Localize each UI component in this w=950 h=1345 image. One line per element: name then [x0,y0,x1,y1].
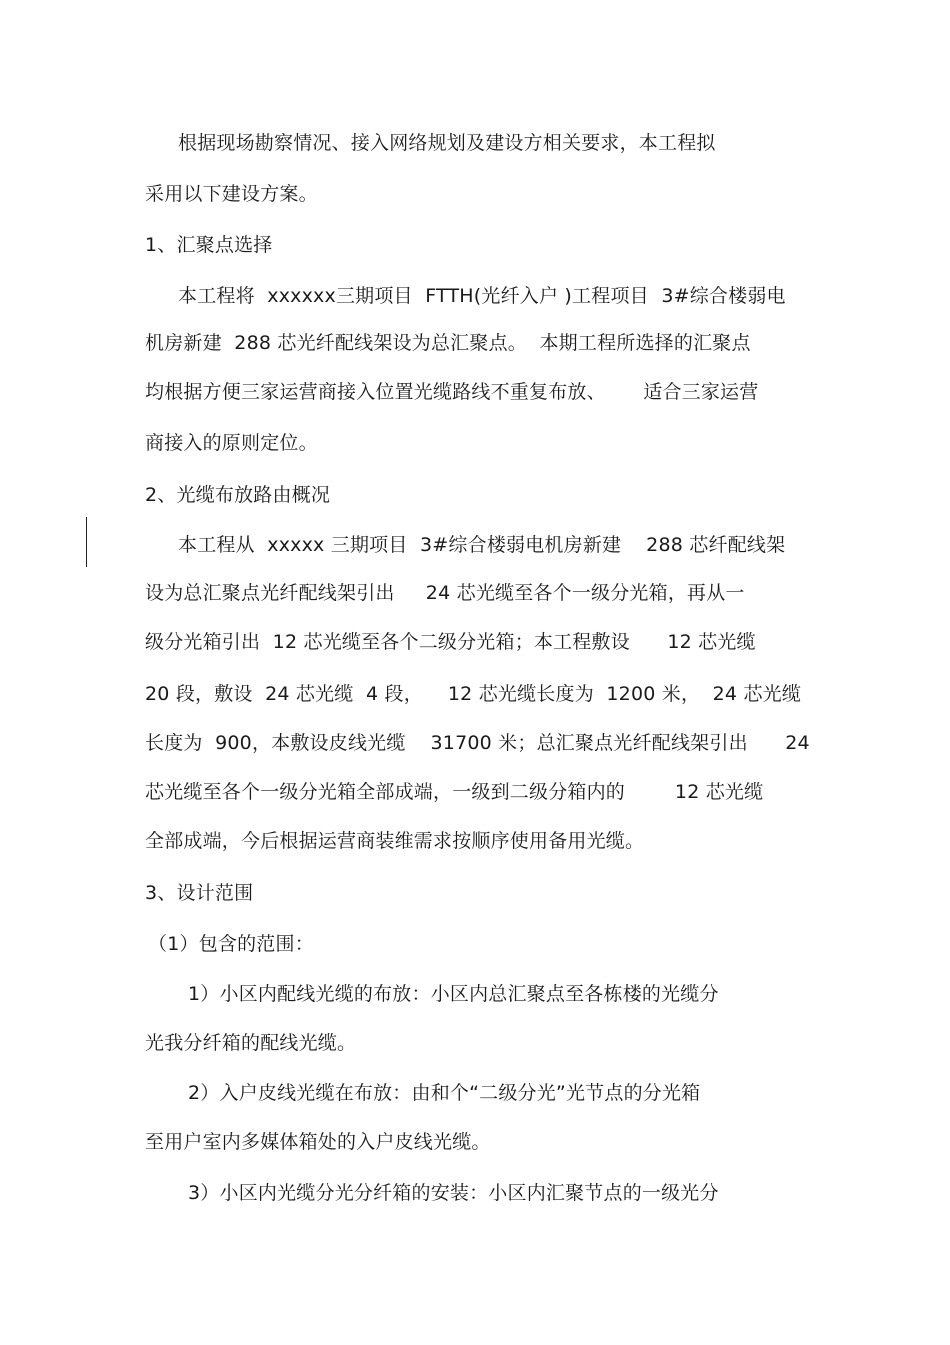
section-heading: 3、设计范围 [145,882,254,904]
paragraph-line: 光我分纤箱的配线光缆。 [145,1032,357,1054]
paragraph-line: 均根据方便三家运营商接入位置光缆路线不重复布放、 适合三家运营 [145,381,759,403]
section-heading: 1、汇聚点选择 [145,234,273,256]
paragraph-line: 本工程将 xxxxxx三期项目 FTTH(光纤入户 )工程项目 3#综合楼弱电 [178,285,786,307]
paragraph-line: 1）小区内配线光缆的布放：小区内总汇聚点至各栋楼的光缆分 [188,983,719,1005]
paragraph-line: 芯光缆至各个一级分光箱全部成端，一级到二级分箱内的 12 芯光缆 [145,781,764,803]
paragraph-line: 全部成端，今后根据运营商装维需求按顺序使用备用光缆。 [145,830,645,852]
paragraph-line: 3）小区内光缆分光分纤箱的安装：小区内汇聚节点的一级光分 [188,1182,719,1204]
paragraph-line: 至用户室内多媒体箱处的入户皮线光缆。 [145,1131,491,1153]
paragraph-line: 长度为 900，本敷设皮线光缆 31700 米；总汇聚点光纤配线架引出 24 [145,732,810,754]
margin-change-bar [86,517,87,567]
paragraph-line: 级分光箱引出 12 芯光缆至各个二级分光箱；本工程敷设 12 芯光缆 [145,631,756,653]
paragraph-line: 商接入的原则定位。 [145,432,318,454]
section-heading: 2、光缆布放路由概况 [145,484,331,506]
paragraph-line: 设为总汇聚点光纤配线架引出 24 芯光缆至各个一级分光箱，再从一 [145,582,745,604]
paragraph-line: 机房新建 288 芯光纤配线架设为总汇聚点。 本期工程所选择的汇聚点 [145,332,751,354]
paragraph-line: 本工程从 xxxxx 三期项目 3#综合楼弱电机房新建 288 芯纤配线架 [178,534,786,556]
paragraph-line: 2）入户皮线光缆在布放：由和个“二级分光”光节点的分光箱 [188,1082,701,1104]
paragraph-line: 根据现场勘察情况、接入网络规划及建设方相关要求，本工程拟 [178,132,716,154]
paragraph-line: （1）包含的范围： [148,933,314,955]
paragraph-line: 20 段，敷设 24 芯光缆 4 段， 12 芯光缆长度为 1200 米， 24 芯光缆 [145,683,802,705]
paragraph-line: 采用以下建设方案。 [145,183,318,205]
